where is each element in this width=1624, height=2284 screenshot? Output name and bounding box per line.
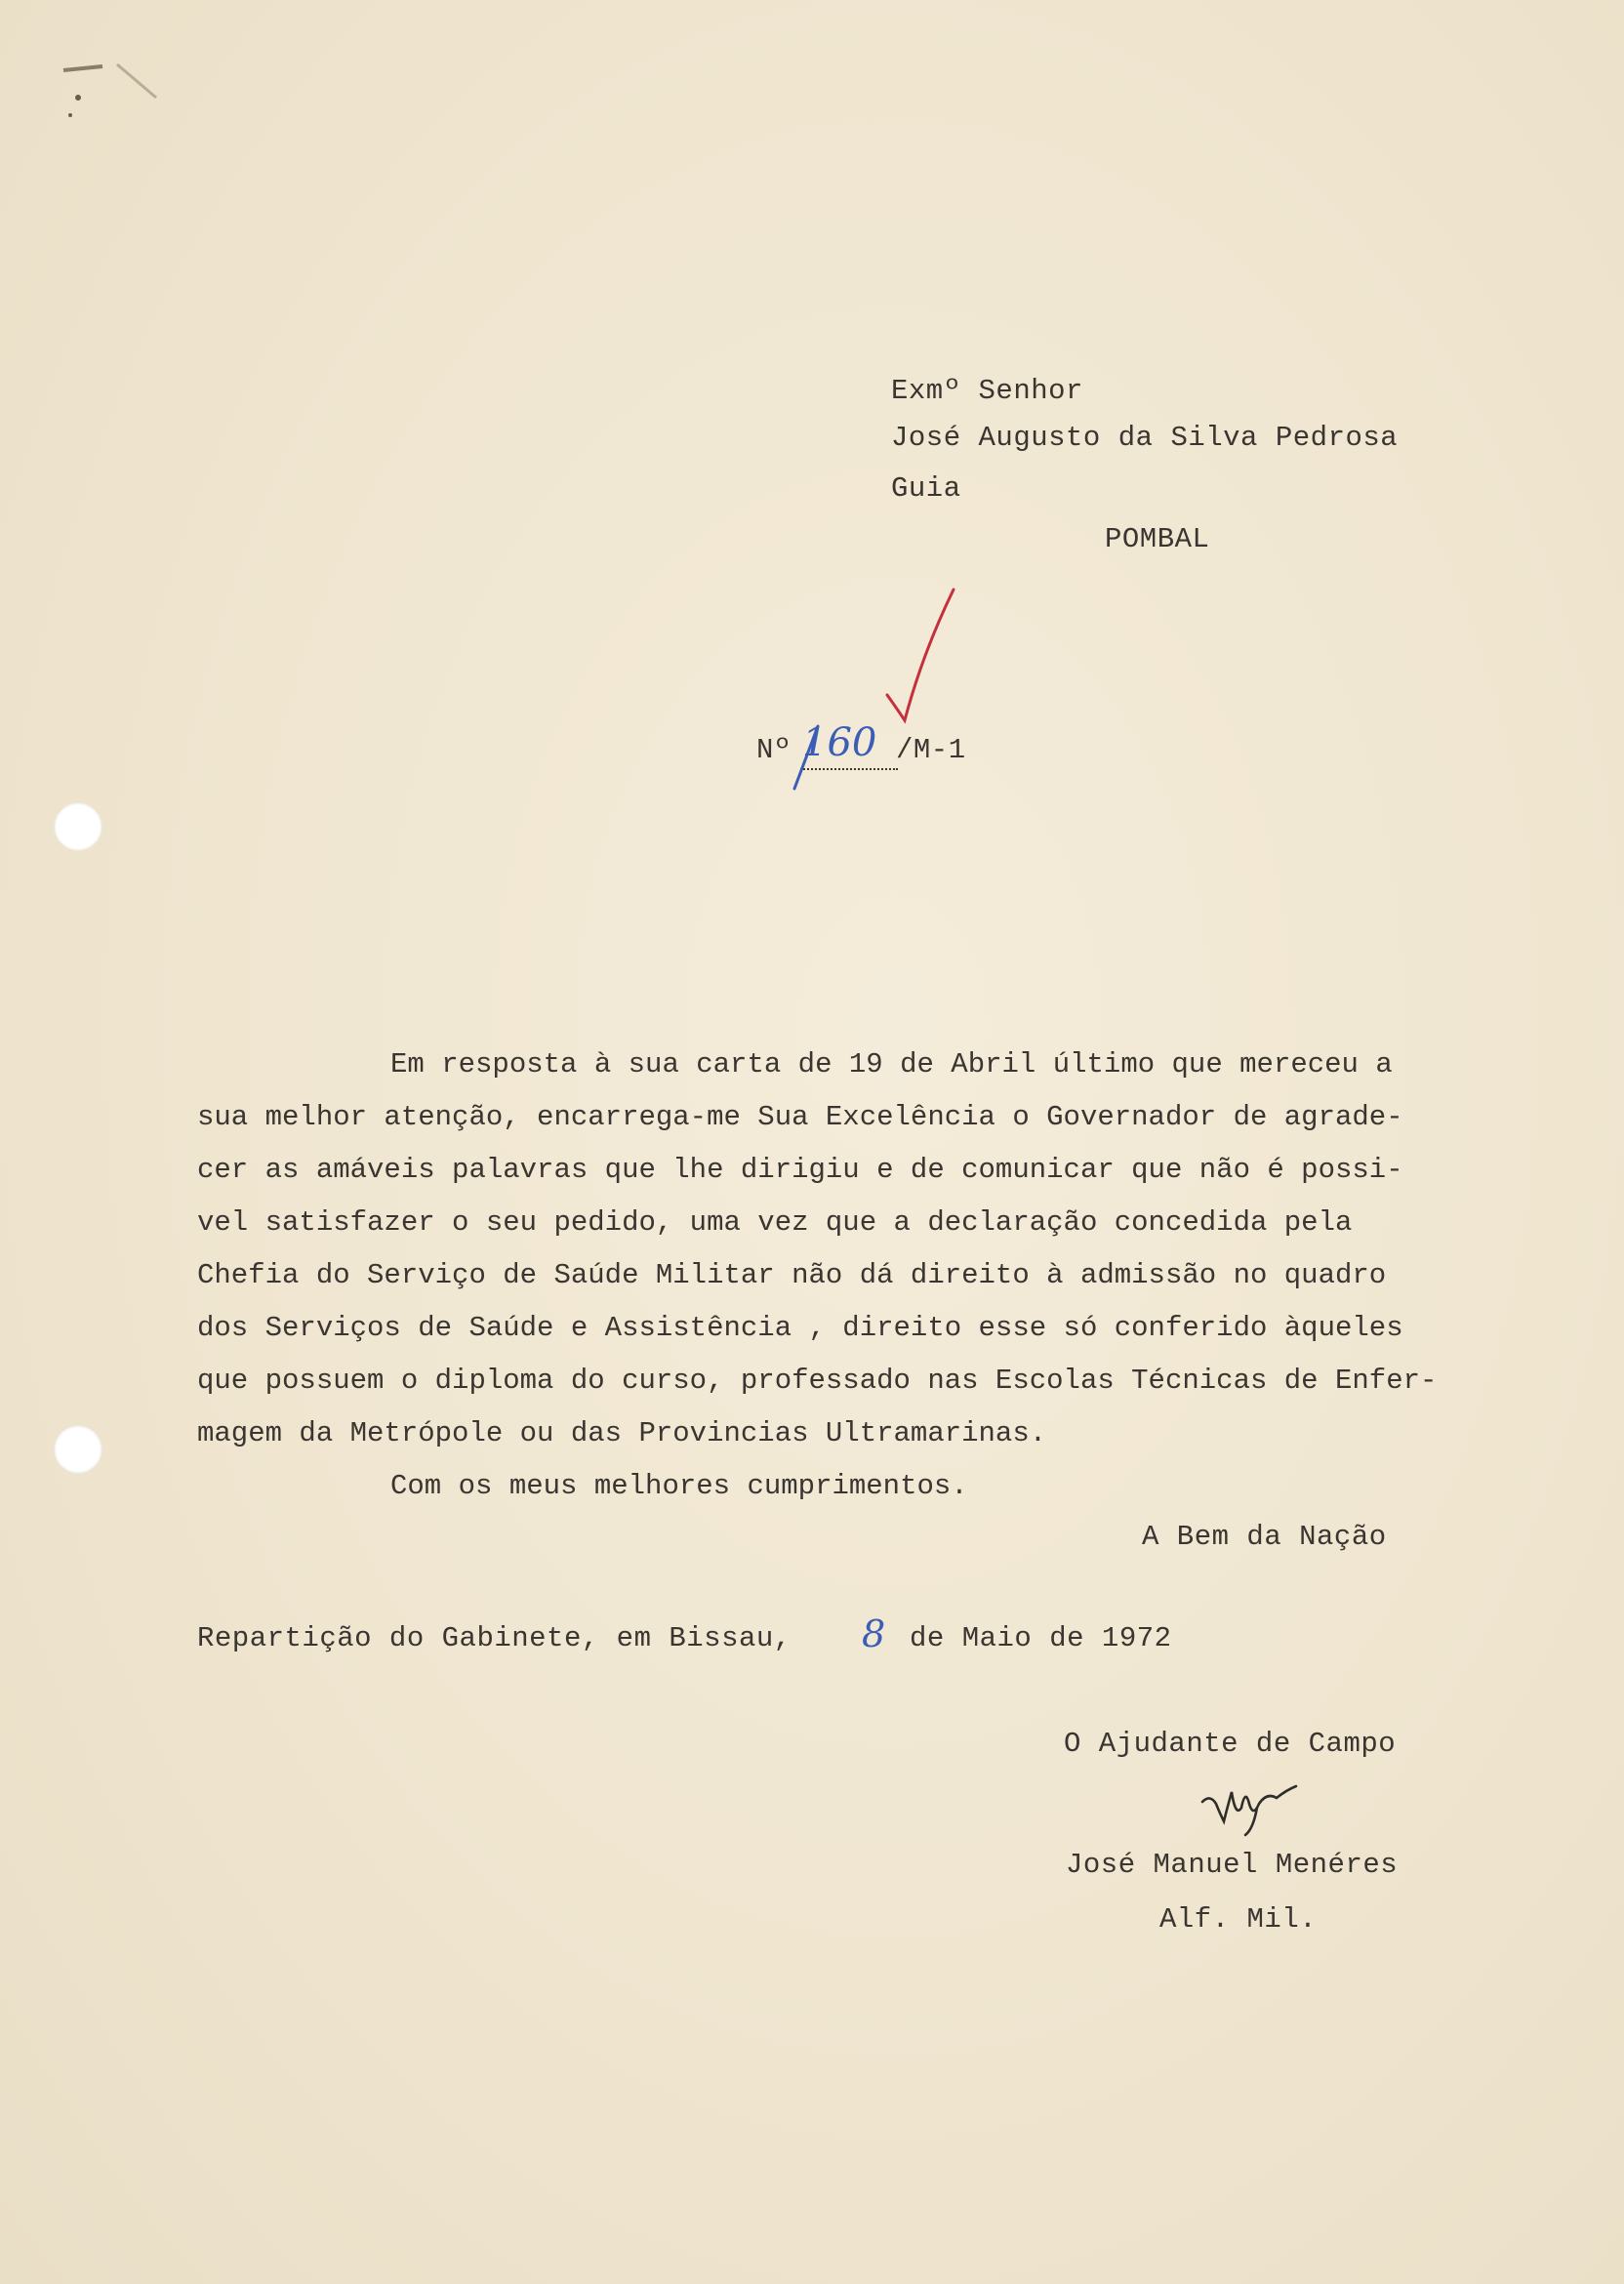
reference-suffix: /M-1 <box>896 734 966 766</box>
punch-hole-top <box>54 802 102 851</box>
place-date-prefix: Repartição do Gabinete, em Bissau, <box>197 1622 792 1654</box>
body-line: Chefia do Serviço de Saúde Militar não dá direito à admissão no quadro <box>197 1259 1387 1291</box>
reference-number: 160 <box>802 720 877 765</box>
reference-prefix: Nº <box>756 734 792 766</box>
body-line: vel satisfazer o seu pedido, uma vez que a declaração concedida pela <box>197 1206 1353 1239</box>
body-line: Com os meus melhores cumprimentos. <box>390 1470 968 1502</box>
recipient-town: POMBAL <box>1105 523 1210 555</box>
body-line: dos Serviços de Saúde e Assistência , direito esse só conferido àqueles <box>197 1312 1403 1344</box>
signatory-rank: Alf. Mil. <box>1159 1903 1318 1936</box>
check-mark <box>883 586 961 722</box>
body-line: sua melhor atenção, encarrega-me Sua Excelência o Governador de agrade- <box>197 1101 1403 1133</box>
punch-hole-bottom <box>54 1425 102 1474</box>
handwritten-signature <box>1198 1778 1306 1837</box>
signatory-name: José Manuel Menéres <box>1066 1849 1399 1881</box>
staple-mark <box>59 59 166 117</box>
place-date-suffix: de Maio de 1972 <box>910 1622 1172 1654</box>
body-line: magem da Metrópole ou das Provincias Ultramarinas. <box>197 1417 1047 1449</box>
place-date-day: 8 <box>862 1612 886 1655</box>
recipient-locality: Guia <box>891 472 961 505</box>
body-line: Em resposta à sua carta de 19 de Abril último que mereceu a <box>390 1048 1393 1081</box>
reference-slash <box>789 724 828 793</box>
closing-formula: A Bem da Nação <box>1142 1521 1387 1553</box>
body-line: que possuem o diploma do curso, professado nas Escolas Técnicas de Enfer- <box>197 1365 1438 1397</box>
recipient-salutation: Exmº Senhor <box>891 375 1083 407</box>
body-line: cer as amáveis palavras que lhe dirigiu e de comunicar que não é possi- <box>197 1154 1403 1186</box>
signatory-role: O Ajudante de Campo <box>1064 1728 1397 1760</box>
recipient-name: José Augusto da Silva Pedrosa <box>891 422 1399 454</box>
